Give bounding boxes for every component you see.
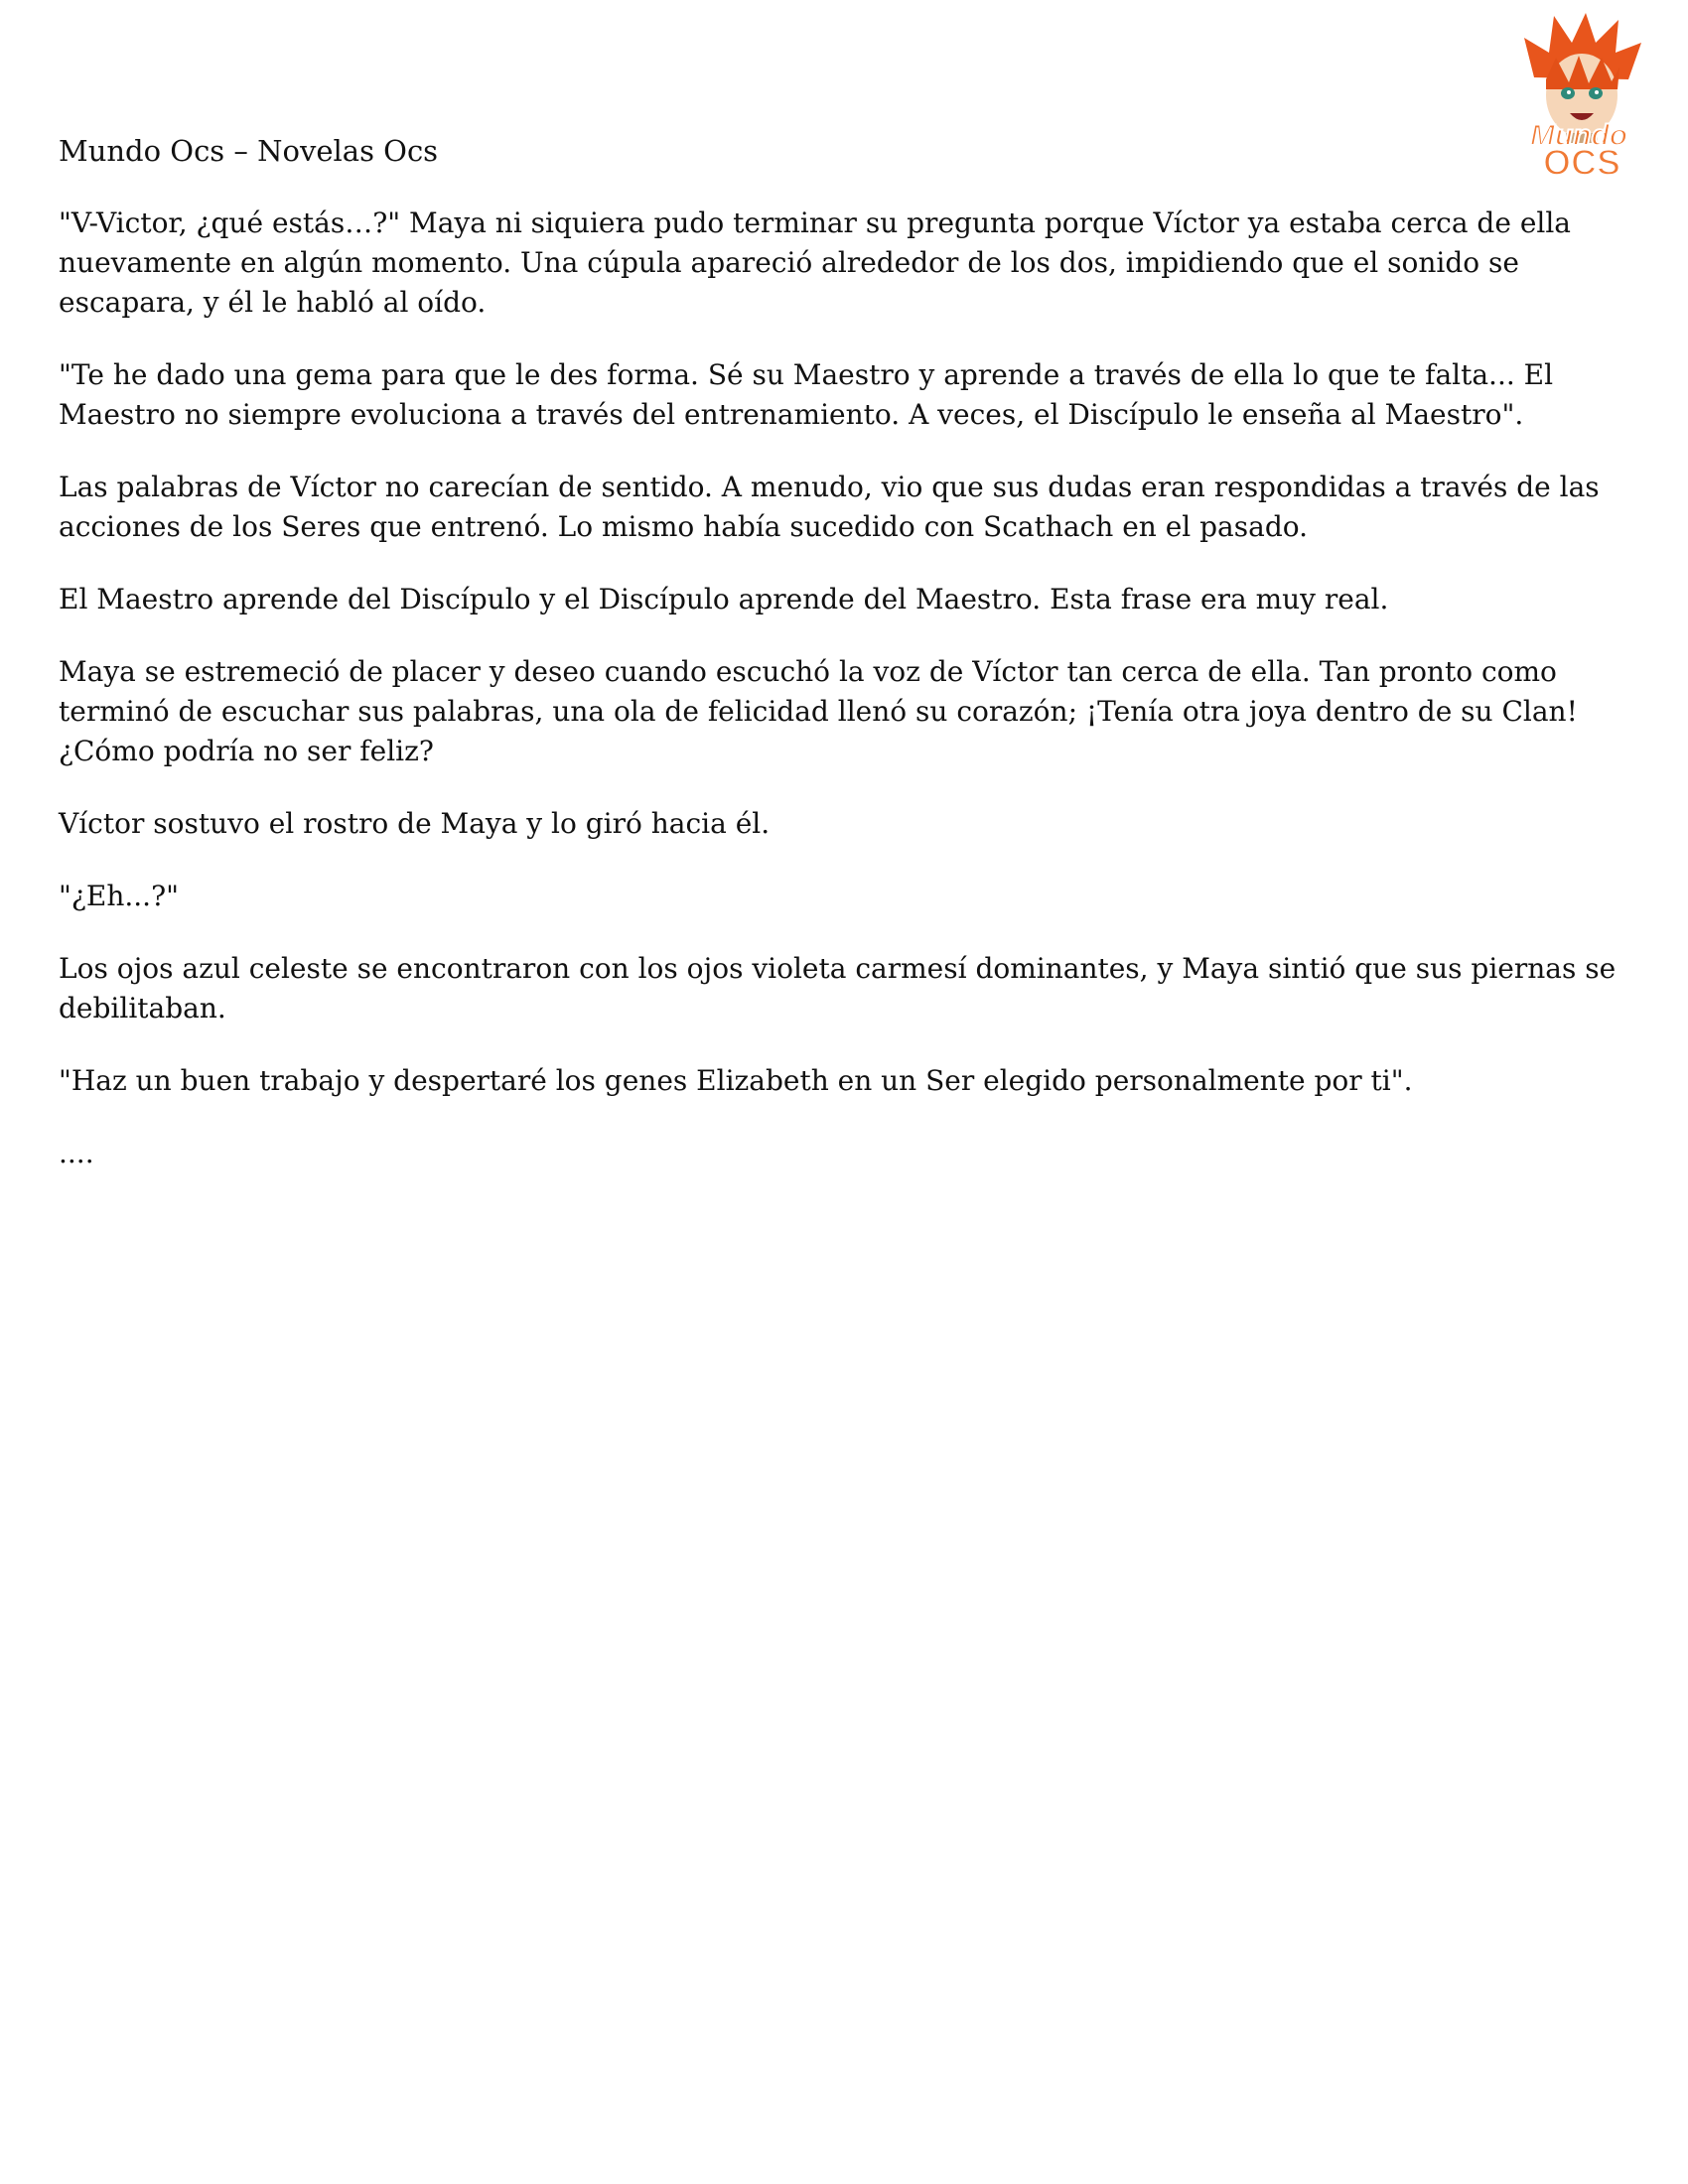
paragraph: "Te he dado una gema para que le des forma. Sé su Maestro y aprende a través de ella lo que te falta... El Maestro no siempre evoluciona a través del entrenamiento. A veces, el Discípulo le enseña al Maestro". xyxy=(59,358,1554,431)
paragraph: Víctor sostuvo el rostro de Maya y lo giró hacia él. xyxy=(59,807,771,840)
mundo-ocs-logo xyxy=(1494,8,1663,182)
logo-line1: Mundo xyxy=(1529,119,1628,152)
paragraph: Maya se estremeció de placer y deseo cuando escuchó la voz de Víctor tan cerca de ella. Tan pronto como terminó de escuchar sus palabras, una ola de felicidad llenó su corazón; ¡Tenía otra joya dentro de su Clan! ¿Cómo podría no ser feliz? xyxy=(59,655,1578,767)
document-header: Mundo Ocs – Novelas Ocs xyxy=(59,134,439,168)
logo-line2: OCS xyxy=(1542,142,1621,182)
paragraph: .... xyxy=(59,1137,94,1169)
paragraph: "Haz un buen trabajo y despertaré los genes Elizabeth en un Ser elegido personalmente por ti". xyxy=(59,1064,1413,1097)
paragraph: El Maestro aprende del Discípulo y el Discípulo aprende del Maestro. Esta frase era muy real. xyxy=(59,583,1389,615)
document-body xyxy=(59,204,1647,1206)
paragraph: "V-Victor, ¿qué estás…?" Maya ni siquiera pudo terminar su pregunta porque Víctor ya estaba cerca de ella nuevamente en algún momento. Una cúpula apareció alrededor de los dos, impidiendo que el sonido se escapara, y él le habló al oído. xyxy=(59,206,1571,319)
paragraph: "¿Eh...?" xyxy=(59,880,179,912)
paragraph: Los ojos azul celeste se encontraron con los ojos violeta carmesí dominantes, y Maya sintió que sus piernas se debilitaban. xyxy=(59,952,1617,1024)
paragraph: Las palabras de Víctor no carecían de sentido. A menudo, vio que sus dudas eran respondidas a través de las acciones de los Seres que entrenó. Lo mismo había sucedido con Scathach en el pasado. xyxy=(59,471,1600,543)
